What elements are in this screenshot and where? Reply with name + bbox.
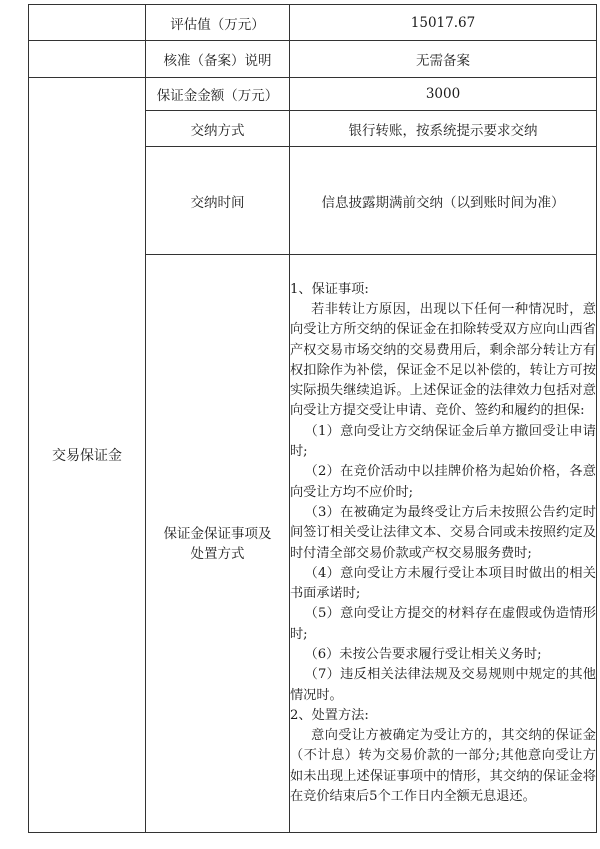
valuation-label: 评估值（万元）: [146, 5, 290, 41]
blank-category-cell: [29, 5, 146, 41]
deposit-amount-value: 3000: [290, 78, 597, 111]
guarantee-item: （2）在竞价活动中以挂牌价格为起始价格，各意向受让方均不应价时;: [290, 464, 596, 500]
deposit-category-label: 交易保证金: [29, 78, 146, 833]
section1-intro: 若非转让方原因，出现以下任何一种情况时，意向受让方所交纳的保证金在扣除转受双方应向山西省产权交易市场交纳的交易费用后，剩余部分转让方有权扣除作为补偿，保证金不足以补偿的，转让方可按实际损失继续追诉。上述保证金的法律效力包括对意向受让方提交受让申请、竞价、签约和履约的担保:: [290, 301, 596, 419]
guarantee-item: （3）在被确定为最终受让方后未按照公告约定时间签订相关受让法律文本、交易合同或未按照约定及时付清全部交易价款或产权交易服务费时;: [290, 504, 596, 561]
approval-row: [29, 41, 597, 78]
guarantee-item: （1）意向受让方交纳保证金后单方撤回受让申请时;: [290, 423, 596, 460]
approval-value: 无需备案: [290, 41, 597, 78]
payment-time-value: 信息披露期满前交纳（以到账时间为准）: [290, 147, 597, 255]
deposit-handling-label: [146, 255, 290, 833]
deposit-info-table: [28, 4, 597, 833]
guarantee-item: （5）意向受让方提交的材料存在虚假或伪造情形时;: [290, 606, 596, 642]
section2-text: 意向受让方被确定为受让方的，其交纳的保证金（不计息）转为交易价款的一部分;其他意向受让方如未出现上述保证事项中的情形，其交纳的保证金将在竞价结束后5个工作日内全额无息退还。: [290, 728, 596, 805]
section2-title: 2、处置方法:: [290, 707, 369, 723]
valuation-row: [29, 5, 597, 41]
section1-title: 1、保证事项:: [290, 281, 369, 297]
deposit-handling-content: [290, 255, 597, 833]
deposit-handling-label-line2: 处置方式: [190, 545, 245, 562]
deposit-amount-label: 保证金金额（万元）: [146, 78, 290, 111]
guarantee-item: （7）违反相关法律法规及交易规则中规定的其他情况时。: [290, 667, 596, 703]
payment-method-value: 银行转账，按系统提示要求交纳: [290, 111, 597, 147]
guarantee-item: （4）意向受让方未履行受让本项目时做出的相关书面承诺时;: [290, 565, 596, 602]
payment-time-label: 交纳时间: [146, 147, 290, 255]
guarantee-item: （6）未按公告要求履行受让相关义务时;: [304, 646, 542, 662]
approval-label: 核准（备案）说明: [146, 41, 290, 78]
blank-category-cell: [29, 41, 146, 78]
deposit-amount-row: [29, 78, 597, 111]
valuation-value: 15017.67: [290, 5, 597, 41]
payment-method-label: 交纳方式: [146, 111, 290, 147]
deposit-handling-label-line1: 保证金保证事项及: [163, 525, 272, 542]
